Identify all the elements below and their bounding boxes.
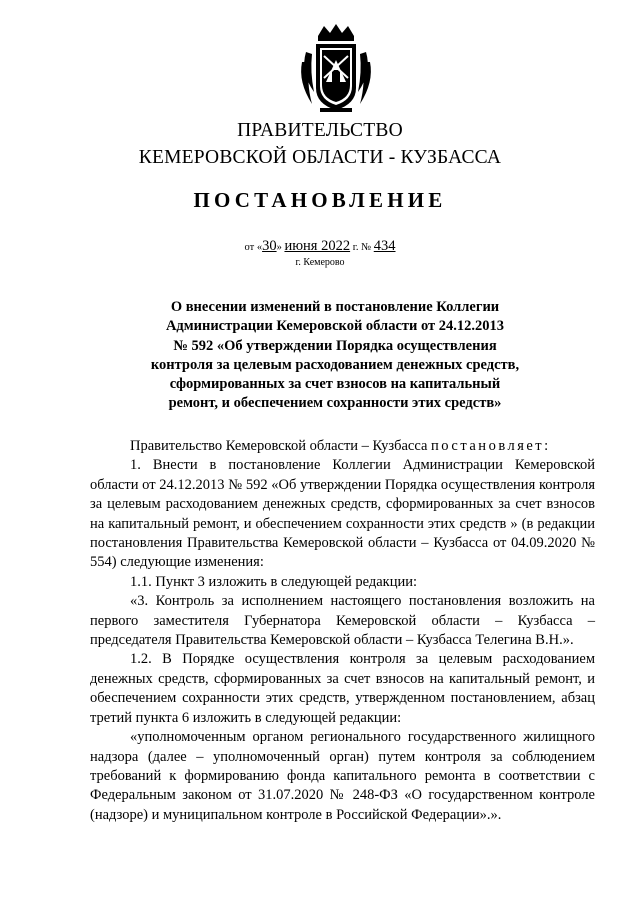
document-number: 434: [373, 238, 396, 254]
subject-line: ремонт, и обеспечением сохранности этих средств»: [168, 395, 502, 412]
date-separator: »: [276, 242, 285, 253]
date-day: 30: [262, 238, 277, 254]
paragraph-1-2: 1.2. В Порядке осуществления контроля за целевым расходованием денежных средств, сформированных за счет взносов на капитальный ремонт, и обеспечением сохранности этих средств, утвержденном постановлением, абзац третий пункта 6 изложить в следующей редакции:: [90, 651, 595, 726]
city: г. Кемерово: [295, 257, 345, 268]
coat-of-arms-icon: [296, 22, 376, 114]
resolves-word: постановляет:: [431, 438, 551, 454]
document-subject: [140, 298, 530, 414]
subject-line: О внесении изменений в постановление Коллегии: [170, 299, 500, 315]
document-date-line: [0, 238, 640, 255]
paragraph-1-2-text: «уполномоченным органом регионального государственного жилищного надзора (далее – уполномоченный орган) путем контроля за соблюдением требований к формированию фонда капитального ремонта в соответствии с Федеральным законом от 31.07.2020 № 248-ФЗ «О государственном контроле (надзоре) и муниципальном контроле в Российской Федерации».».: [90, 729, 595, 823]
subject-line: контроля за целевым расходованием денежных средств,: [150, 356, 520, 373]
paragraph-1-1: 1.1. Пункт 3 изложить в следующей редакции:: [130, 573, 418, 590]
date-month-year: июня 2022: [284, 238, 351, 254]
document-body: [90, 437, 595, 825]
date-suffix: г. №: [350, 242, 372, 253]
subject-line: № 592 «Об утверждении Порядка осуществления: [173, 337, 497, 354]
preamble-paragraph: [90, 437, 595, 456]
government-title: ПРАВИТЕЛЬСТВО: [237, 120, 403, 141]
preamble-text: Правительство Кемеровской области – Кузбасса: [130, 438, 432, 454]
date-prefix: от «: [244, 242, 263, 253]
subject-line: Администрации Кемеровской области от 24.12.2013: [165, 318, 505, 335]
document-type: ПОСТАНОВЛЕНИЕ: [193, 188, 447, 212]
paragraph-1-1-text: «3. Контроль за исполнением настоящего постановления возложить на первого заместителя Губернатора Кемеровской области – Кузбасса – председателя Правительства Кемеровской области – Кузбасса Телегина В.Н.».: [90, 593, 595, 649]
paragraph-1: 1. Внести в постановление Коллегии Администрации Кемеровской области от 24.12.2013 № 592 «Об утверждении Порядка осуществления контроля за целевым расходованием денежных средств, сформированных за счет взносов на капитальный ремонт, и обеспечением сохранности этих средств » (в редакции постановления Правительства Кемеровской области – Кузбасса от 04.09.2020 № 554) следующие изменения:: [90, 457, 595, 571]
subject-line: сформированных за счет взносов на капитальный: [169, 376, 501, 393]
government-region: КЕМЕРОВСКОЙ ОБЛАСТИ - КУЗБАССА: [138, 147, 502, 168]
